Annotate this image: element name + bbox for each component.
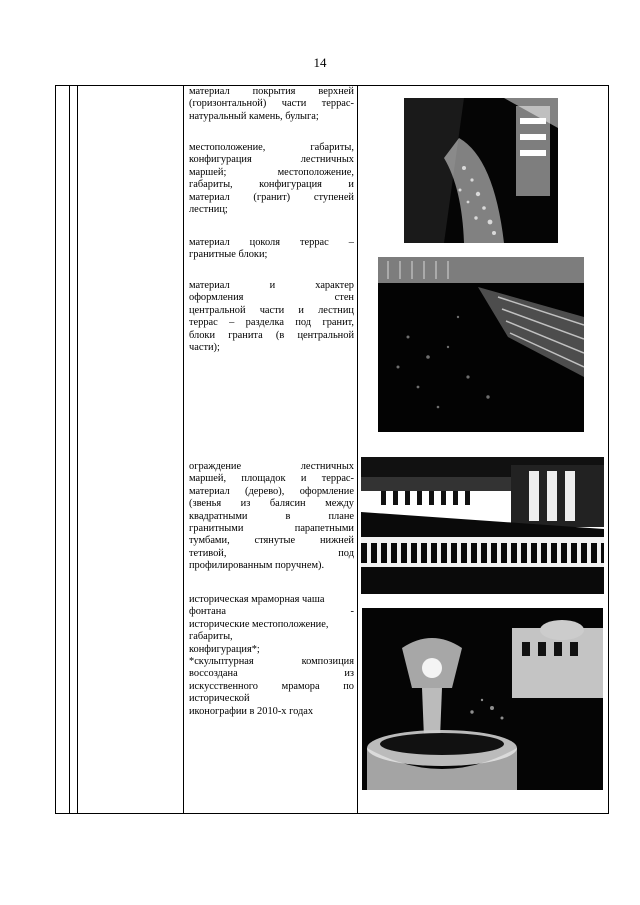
text-line: маршей; местоположение, [189,166,354,178]
photo-stone-paving-stairs [404,98,558,243]
paragraph-top-material [189,86,354,123]
paragraph-walls [189,280,354,354]
text-line: фонтана - [189,606,354,618]
text-line: террас – разделка под гранит, [189,317,354,329]
photo-stone-paving-stairs-graphic [404,98,558,243]
text-line: маршей, площадок и террас- [189,473,354,485]
text-line: конфигурация лестничных [189,154,354,166]
photo-marble-fountain-bowl-graphic [362,608,603,790]
photo-balustrade-railing [361,457,604,594]
paragraph-plinth [189,237,354,262]
text-line: материал и характер [189,280,354,291]
column-divider-1 [69,86,70,813]
paragraph-fountain [189,594,354,718]
text-line: *скульптурная композиция [189,656,354,668]
text-line: материал (дерево), оформление [189,485,354,497]
text-line: лестниц; [189,204,228,216]
photo-terrace-stairs-granite-graphic [378,257,584,432]
photo-marble-fountain-bowl [362,608,603,790]
text-line: гранитными парапетными [189,523,354,535]
text-line: иконографии в 2010-х годах [189,705,314,717]
text-line: искусственного мрамора по [189,680,354,692]
column-divider-2 [77,86,78,813]
text-line: конфигурация*; [189,643,260,655]
text-line: тетивой, под [189,547,354,559]
document-table [55,85,609,814]
description-column [189,86,354,813]
column-divider-3 [183,86,184,813]
text-line: историческая мраморная чаша [189,594,325,605]
text-line: центральной части и лестниц [189,304,354,316]
photo-balustrade-railing-graphic [361,457,604,594]
text-line: блоки гранита (в центральной [189,329,354,341]
text-line: материал (гранит) ступеней [189,191,354,203]
text-line: (горизонтальной) части террас- [189,98,354,110]
text-line: материал цоколя террас – [189,237,354,248]
text-line: габариты, [189,631,233,643]
text-line: габариты, конфигурация и [189,179,354,191]
paragraph-railing [189,461,354,573]
text-line: материал покрытия верхней [189,86,354,97]
text-line: воссоздана из [189,668,354,680]
text-line: исторической [189,693,250,705]
page-number: 14 [313,55,327,70]
column-divider-4 [357,86,358,813]
paragraph-stairs [189,142,354,216]
text-line: натуральный камень, булыга; [189,110,319,122]
text-line: гранитные блоки; [189,249,268,261]
text-line: исторические местоположение, [189,618,329,630]
text-line: оформления стен [189,292,354,304]
text-line: тумбами, стянутые нижней [189,535,354,547]
text-line: местоположение, габариты, [189,142,354,153]
text-line: ограждение лестничных [189,461,354,472]
text-line: (звенья из балясин между [189,498,354,510]
photo-terrace-stairs-granite [378,257,584,432]
text-line: части); [189,342,220,354]
text-line: квадратными в плане [189,510,354,522]
text-line: профилированным поручнем). [189,560,325,572]
